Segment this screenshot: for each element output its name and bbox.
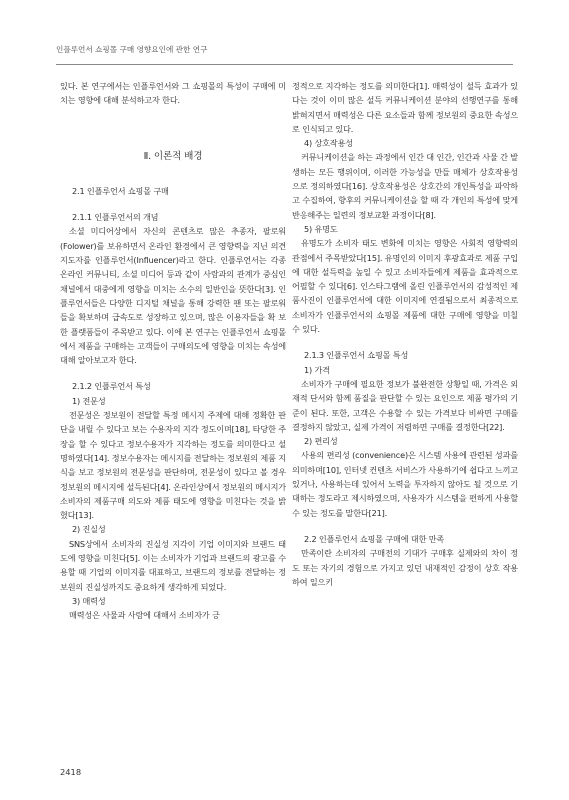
right-column (292, 79, 518, 589)
subsection-2-1-3-heading: 2.1.3 인플루언서 쇼핑몰 특성 (304, 350, 409, 361)
authenticity-paragraph: SNS상에서 소비자의 진실성 지각이 기업 이미지와 브랜드 태도에 영향을 미친다[5]. 이는 소비자가 기업과 브랜드의 광고를 수용할 때 기업의 이미지를 대표하고, 브랜드의 정보를 전달하는 정보원의 진실성까지도 중요하게 생각하게 되었다. (60, 538, 286, 592)
section-title: Ⅱ. 이론적 배경 (143, 150, 203, 162)
authenticity-label: 2) 진실성 (72, 524, 106, 535)
running-header: 인플루언서 쇼핑몰 구매 영향요인에 관한 연구 (56, 45, 208, 54)
influencer-concept-paragraph: 소셜 미디어상에서 자신의 콘텐츠로 많은 추종자, 팔로워(Folower)를 보유하면서 온라인 환경에서 큰 영향력을 지닌 의견지도자를 인플루언서(Influencer)라고 한다. 인플루언서는 각종 온라인 커뮤니티, 소셜 미디어 등과 같이 사람과의 관계가 중심인 채널에서 대중에게 영향을 미치는 소수의 일반인을 뜻한다[3]. 인플루언서들은 다양한 디지털 채널을 통해 강력한 팬 또는 팔로워들을 확보하며 급속도로 성장하고 있으며, 많은 이용자들을 확 보한 플랫폼들이 주목받고 있다. 이에 본 연구는 인플루언서 쇼핑몰에서 제품을 구매하는 고객들이 구매의도에 영향을 미치는 속성에 대해 알아보고자 한다. (60, 226, 286, 366)
satisfaction-paragraph: 만족이란 소비자의 구매전의 기대가 구매후 실제와의 차이 정도 또는 자기의 경험으로 가지고 있던 내재적인 감정이 상호 작용하여 일으키 (292, 548, 518, 587)
attractiveness-paragraph-cont: 정적으로 지각하는 정도를 의미한다[1]. 매력성이 설득 효과가 있다는 것이 이미 많은 설득 커뮤니케이션 분야의 선행연구를 통해 밝혀지면서 매력성은 다른 요소들과 함께 정보원의 중요한 속성으로 인식되고 있다. (292, 81, 518, 134)
subsection-2-1-1-heading: 2.1.1 인플루언서의 개념 (72, 212, 159, 223)
subsection-2-1-heading: 2.1 인플루언서 쇼핑몰 구매 (72, 185, 169, 196)
attractiveness-label: 3) 매력성 (72, 595, 106, 606)
interactivity-label: 4) 상호작용성 (304, 138, 353, 149)
expertise-paragraph: 전문성은 정보원이 전달할 특정 메시지 주제에 대해 정확한 판단을 내릴 수 있다고 보는 수용자의 지각 정도이며[18], 타당한 주장을 할 수 있다고 정보수용자가 지각하는 정도를 의미한다고 설명하였다[14]. 정보수용자는 메시지를 전달하는 정보원의 제품 지식을 보고 정보원의 전문성을 판단하며, 전문성이 있다고 볼 경우 정보원의 메시지에 설득된다[4]. 온라인상에서 정보원의 메시지가 소비자의 제품구매 의도와 제품 태도에 영향을 미친다는 것을 밝혔다[13]. (60, 410, 286, 521)
convenience-label: 2) 편리성 (304, 436, 338, 447)
expertise-label: 1) 전문성 (72, 395, 106, 406)
subsection-2-2-heading: 2.2 인플루언서 쇼핑몰 구매에 대한 만족 (304, 533, 445, 544)
popularity-label: 5) 유명도 (304, 223, 338, 234)
subsection-2-1-2-heading: 2.1.2 인플루언서 특성 (72, 381, 151, 392)
left-column (60, 79, 286, 623)
popularity-paragraph: 유명도가 소비자 태도 변화에 미치는 영향은 사회적 영향력의 관점에서 주목받았다[15]. 유명인의 이미지 후광효과로 제품 구입에 대한 설득력을 높일 수 있고 소비자들에게 제품을 효과적으로 어필할 수 있다[6]. 인스타그램에 올린 인플루언서의 감성적인 제품사진이 인플루언서에 대한 이미지에 연결됨으로서 최종적으로 소비자가 인플루언서의 쇼핑몰 제품에 대한 구매에 영향을 미칠 수 있다. (292, 238, 518, 335)
header-rule (56, 64, 513, 65)
price-label: 1) 가격 (304, 364, 330, 375)
convenience-paragraph: 사용의 편리성 (convenience)은 시스템 사용에 관련된 성과를 의미하며[10], 인터넷 컨텐츠 서비스가 사용하기에 쉽다고 느끼고 있거나, 사용하는데 있어서 노력을 투자하지 않아도 될 것으로 기대하는 정도라고 제시하였으며, 사용자가 시스템을 편하게 사용할 수 있는 정도를 말한다[21]. (292, 450, 518, 518)
attractiveness-paragraph-start: 매력성은 사물과 사람에 대해서 소비자가 긍 (69, 610, 220, 621)
interactivity-paragraph: 커뮤니케이션을 하는 과정에서 인간 대 인간, 인간과 사물 간 발생하는 모든 행위이며, 이러한 가능성을 만들 매체가 상호작용성으로 정의하였다[16]. 상호작용성은 상호간의 개인특성을 파악하고 수집하여, 향후의 커뮤니케이션을 할 때 각 개인의 특성에 맞게 반응해주는 일련의 정보교환 과정이다[8]. (292, 152, 518, 220)
intro-paragraph-tail: 있다. 본 연구에서는 인플루언서와 그 쇼핑몰의 특성이 구매에 미치는 영향에 대해 분석하고자 한다. (60, 81, 286, 106)
price-paragraph: 소비자가 구매에 필요한 정보가 불완전한 상황일 때, 가격은 외재적 단서와 함께 품질을 판단할 수 있는 요인으로 제품 평가의 기준이 된다. 또한, 고객은 수용할 수 있는 가격보다 비싸면 구매를 결정하지 않았고, 실제 가격이 저렴하면 구매를 결정한다[22]. (292, 378, 518, 432)
page-number: 2418 (60, 767, 82, 777)
